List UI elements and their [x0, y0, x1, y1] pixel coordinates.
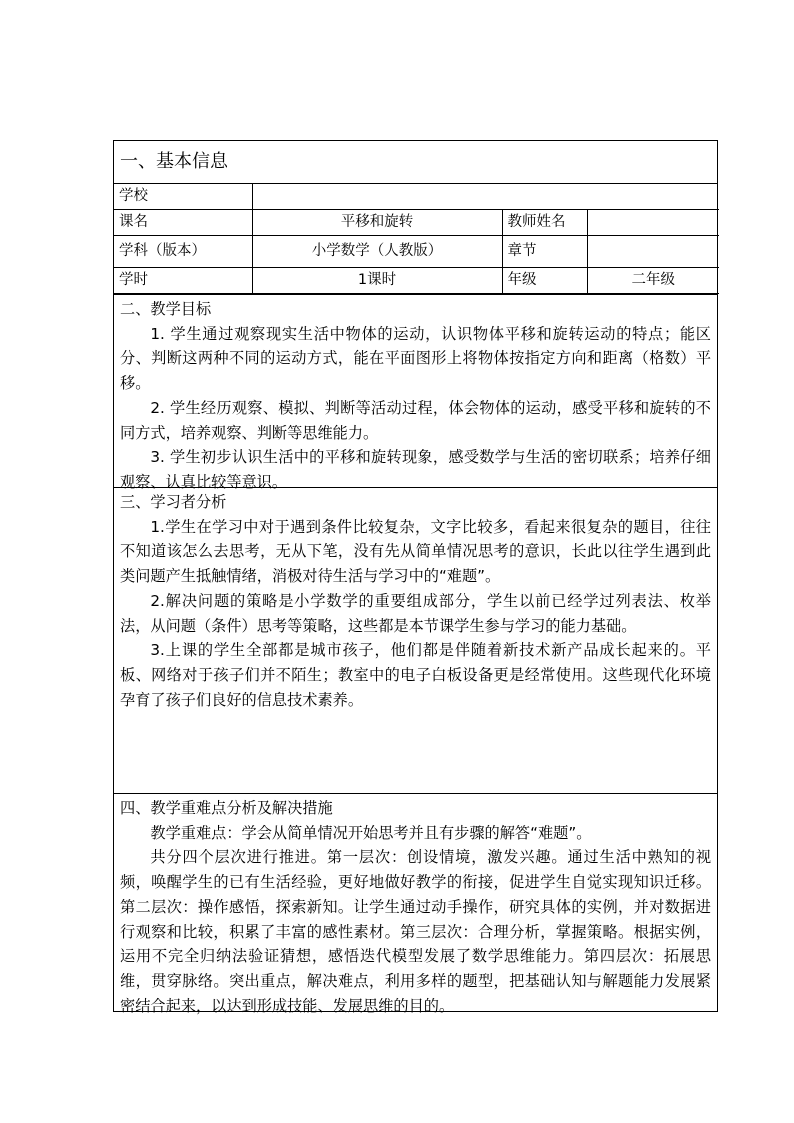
analysis-paragraph: 3.上课的学生全部都是城市孩子，他们都是伴随着新技术新产品成长起来的。平板、网络对于孩子们并不陌生；教室中的电子白板设备更是经常使用。这些现代化环境孕育了孩子们良好的信息技术素养。 [120, 641, 711, 709]
objective-paragraph: 1. 学生通过观察现实生活中物体的运动，认识物体平移和旋转运动的特点；能区分、判断这两种不同的运动方式，能在平面图形上将物体按指定方向和距离（格数）平移。 [120, 324, 711, 393]
subject-label: 学科（版本） [114, 236, 252, 268]
hours-label: 学时 [114, 268, 252, 294]
section-key-difficulties [114, 793, 717, 1015]
basic-info-table [114, 184, 719, 294]
lesson-plan-table [113, 140, 718, 1015]
section-teaching-objectives [114, 294, 717, 491]
section-basic-info-title: 一、基本信息 [114, 141, 717, 184]
teacher-label: 教师姓名 [502, 210, 587, 236]
difficulty-paragraph: 共分四个层次进行推进。第一层次：创设情境，激发兴趣。通过生活中熟知的视频，唤醒学生的已有生活经验，更好地做好教学的衔接，促进学生自觉实现知识迁移。第二层次：操作感悟，探索新知。让学生通过动手操作，研究具体的实例，并对数据进行观察和比较，积累了丰富的感性素材。第三层次：合理分析，掌握策略。根据实例，运用不完全归纳法验证猜想，感悟迭代模型发展了数学思维能力。第四层次：拓展思维，贯穿脉络。突出重点，解决难点，利用多样的题型，把基础认知与解题能力发展紧密结合起来，以达到形成技能、发展思维的目的。 [120, 848, 711, 1015]
teacher-value [587, 210, 719, 236]
objective-paragraph: 2. 学生经历观察、模拟、判断等活动过程，体会物体的运动，感受平移和旋转的不同方式，培养观察、判断等思维能力。 [120, 398, 711, 442]
school-value [252, 184, 719, 210]
analysis-paragraph: 2.解决问题的策略是小学数学的重要组成部分，学生以前已经学过列表法、枚举法，从问题（条件）思考等策略，这些都是本节课学生参与学习的能力基础。 [120, 591, 711, 635]
difficulty-paragraph: 教学重难点：学会从简单情况开始思考并且有步骤的解答“难题”。 [150, 823, 592, 842]
hours-value: 1课时 [252, 268, 502, 294]
analysis-paragraph: 1.学生在学习中对于遇到条件比较复杂，文字比较多，看起来很复杂的题目，往往不知道该怎么去思考，无从下笔，没有先从简单情况思考的意识，长此以往学生遇到此类问题产生抵触情绪，消极对待生活与学习中的“难题”。 [120, 517, 711, 586]
course-value: 平移和旋转 [252, 210, 502, 236]
section-title: 二、教学目标 [120, 300, 212, 318]
school-label: 学校 [114, 184, 252, 210]
table-row [114, 184, 719, 210]
table-row [114, 236, 719, 268]
grade-value: 二年级 [587, 268, 719, 294]
section-learner-analysis [114, 487, 717, 793]
section-title: 三、学习者分析 [120, 493, 227, 511]
objective-paragraph: 3. 学生初步认识生活中的平移和旋转现象，感受数学与生活的密切联系；培养仔细观察、认真比较等意识。 [120, 448, 711, 491]
chapter-value [587, 236, 719, 268]
chapter-label: 章节 [502, 236, 587, 268]
course-label: 课名 [114, 210, 252, 236]
grade-label: 年级 [502, 268, 587, 294]
subject-value: 小学数学（人教版） [252, 236, 502, 268]
section-title: 四、教学重难点分析及解决措施 [120, 799, 333, 817]
table-row [114, 268, 719, 294]
table-row [114, 210, 719, 236]
